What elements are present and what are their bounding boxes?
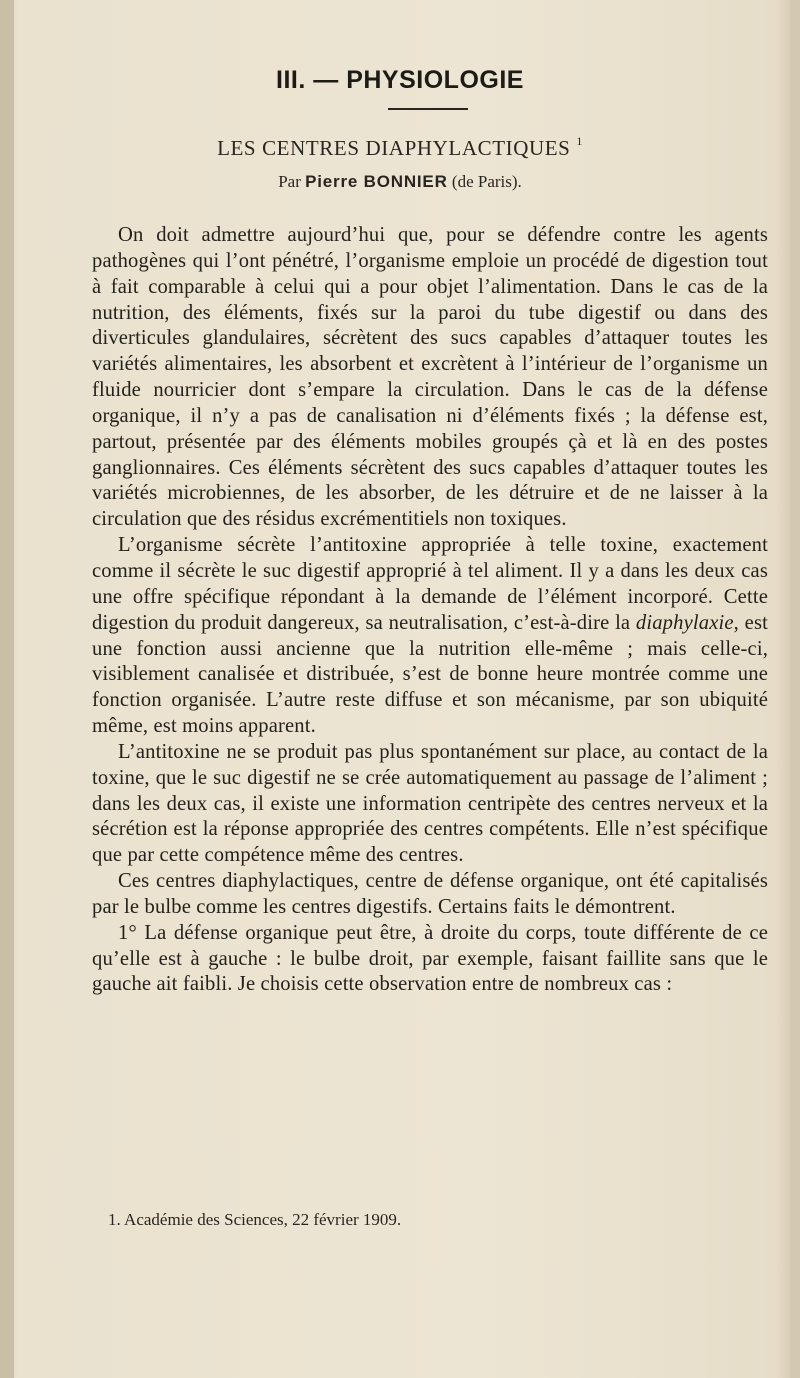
paragraph-2-text-b: , est une fonction aussi ancienne que la nutrition elle-même ; mais celle-ci, visiblement canalisée et distribuée, s’est de bonne heure montrée comme une fonction organisée. L’autre reste diffuse et son mécanisme, par son ubiquité même, est moins apparent. [92,611,768,738]
heading-rule [388,108,468,110]
footnote-marker: 1 [576,134,583,148]
paragraph-2-text-a: L’organisme sécrète l’antitoxine appropriée à telle toxine, exactement comme il sécrète le suc digestif approprié à tel aliment. Il y a dans les deux cas une offre spécifique répondant à la demande de l’élément incorporé. Cette digestion du produit dangereux, sa neutralisation, c’est-à-dire la [92,534,768,634]
footnote: 1. Académie des Sciences, 22 février 1909. [108,1210,402,1229]
paragraph-4-text: Ces centres diaphylactiques, centre de défense organique, ont été capitalisés par le bulbe comme les centres digestifs. Certains faits le démontrent. [92,870,768,918]
page-right-edge [790,0,800,1378]
paragraph-5-text: 1° La défense organique peut être, à droite du corps, toute différente de ce qu’elle est à gauche : le bulbe droit, par exemple, faisant faillite sans que le gauche ait faibli. Je choisis cette observation entre de nombreux cas : [92,921,768,996]
article-title-text: LES CENTRES DIAPHYLACTIQUES [217,136,571,160]
author-name: Pierre BONNIER [305,172,448,191]
byline-prefix: Par [278,172,301,191]
byline [0,172,800,192]
section-heading: III. — PHYSIOLOGIE [276,66,524,94]
paragraph-3-text: L’antitoxine ne se produit pas plus spontanément sur place, au contact de la toxine, que le suc digestif ne se crée automatiquement au passage de l’aliment ; dans les deux cas, il existe une information centripète des centres nerveux et la sécrétion est la réponse appropriée des centres compétents. Elle n’est spécifique que par cette compétence même des centres. [92,740,768,867]
paragraph-1-text: On doit admettre aujourd’hui que, pour se défendre contre les agents pathogènes qui l’ont pénétré, l’organisme emploie un procédé de digestion tout à fait comparable à celui qui a pour objet l’alimentation. Dans le cas de la nutrition, des éléments, fixés sur la paroi du tube digestif ou dans des diverticules glandulaires, sécrètent des sucs capables d’attaquer toutes les variétés alimentaires, les absorbent et excrètent à l’intérieur de l’organisme un fluide nourricier dont s’empare la circulation. Dans le cas de la défense organique, il n’y a pas de canalisation ni d’éléments fixés ; la défense est, partout, présentée par des éléments mobiles groupés çà et là en des postes ganglionnaires. Ces éléments sécrètent des sucs capables d’attaquer toutes les variétés microbiennes, de les absorber, de les détruire et de ne laisser à la circulation que des résidus excrémentitiels non toxiques. [92,224,768,531]
paragraph-4 [92,869,768,921]
paragraph-5 [92,921,768,999]
paragraph-1 [92,223,768,533]
paragraph-3 [92,740,768,869]
paragraph-2-italic-term: diaphylaxie [635,611,734,634]
author-affiliation: (de Paris). [451,172,522,191]
paragraph-2 [92,533,768,740]
article-body [92,223,768,998]
page-left-edge [0,0,14,1378]
article-title [0,136,800,161]
